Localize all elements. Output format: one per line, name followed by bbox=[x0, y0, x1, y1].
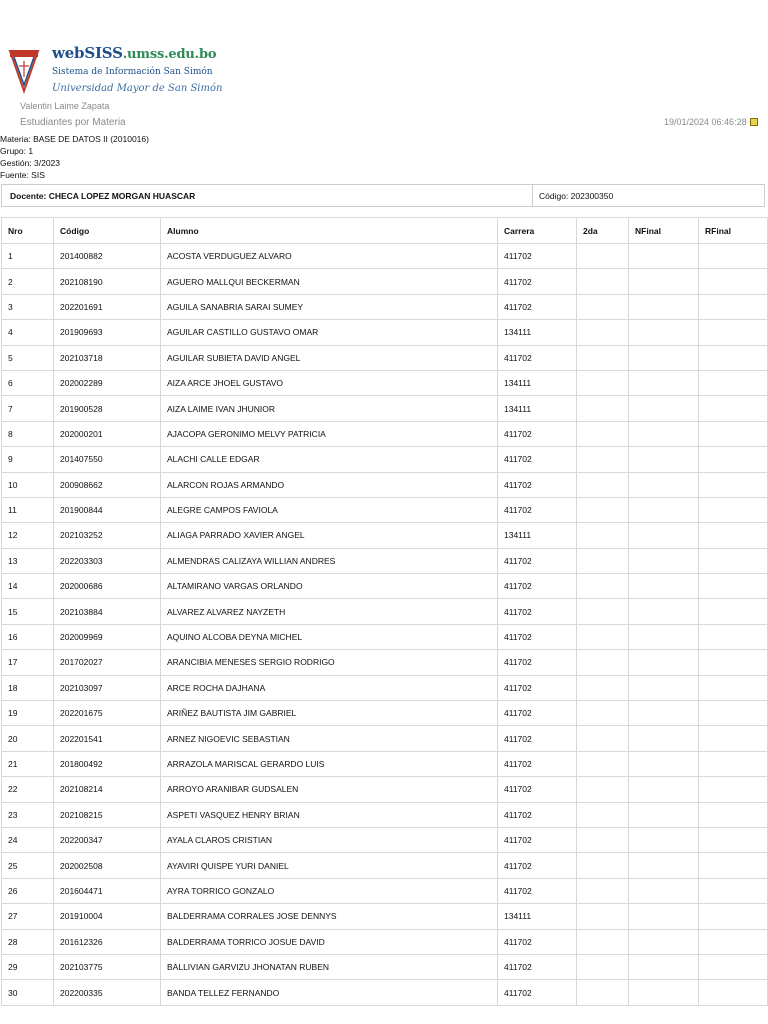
table-row bbox=[2, 878, 768, 903]
cell-carrera: 411702 bbox=[498, 294, 577, 319]
cell-alumno: ACOSTA VERDUGUEZ ALVARO bbox=[161, 244, 498, 269]
table-row bbox=[2, 345, 768, 370]
teacher-name: Docente: CHECA LOPEZ MORGAN HUASCAR bbox=[2, 185, 533, 206]
table-row bbox=[2, 447, 768, 472]
cell-alumno: AGUILA SANABRIA SARAI SUMEY bbox=[161, 294, 498, 319]
cell-rfinal bbox=[699, 396, 768, 421]
table-row bbox=[2, 396, 768, 421]
cell-codigo: 202103775 bbox=[54, 954, 161, 979]
cell-alumno: ARANCIBIA MENESES SERGIO RODRIGO bbox=[161, 650, 498, 675]
cell-carrera: 411702 bbox=[498, 447, 577, 472]
cell-rfinal bbox=[699, 878, 768, 903]
cell-rfinal bbox=[699, 954, 768, 979]
cell-codigo: 201900844 bbox=[54, 497, 161, 522]
cell-segunda bbox=[577, 650, 629, 675]
cell-segunda bbox=[577, 599, 629, 624]
table-row bbox=[2, 954, 768, 979]
cell-carrera: 411702 bbox=[498, 269, 577, 294]
cell-carrera: 411702 bbox=[498, 624, 577, 649]
cell-nfinal bbox=[629, 294, 699, 319]
cell-alumno: ARIÑEZ BAUTISTA JIM GABRIEL bbox=[161, 701, 498, 726]
table-row bbox=[2, 421, 768, 446]
cell-alumno: AIZA LAIME IVAN JHUNIOR bbox=[161, 396, 498, 421]
cell-rfinal bbox=[699, 701, 768, 726]
cell-nfinal bbox=[629, 421, 699, 446]
cell-nro: 22 bbox=[2, 777, 54, 802]
table-row bbox=[2, 574, 768, 599]
cell-alumno: ALACHI CALLE EDGAR bbox=[161, 447, 498, 472]
table-row bbox=[2, 751, 768, 776]
teacher-code: Código: 202300350 bbox=[539, 191, 614, 201]
cell-codigo: 202201675 bbox=[54, 701, 161, 726]
cell-nro: 1 bbox=[2, 244, 54, 269]
cell-codigo: 202108215 bbox=[54, 802, 161, 827]
cell-rfinal bbox=[699, 624, 768, 649]
cell-carrera: 411702 bbox=[498, 726, 577, 751]
cell-segunda bbox=[577, 497, 629, 522]
cell-segunda bbox=[577, 370, 629, 395]
user-name: Valentin Laime Zapata bbox=[20, 101, 110, 111]
table-row bbox=[2, 294, 768, 319]
cell-rfinal bbox=[699, 650, 768, 675]
cell-carrera: 134111 bbox=[498, 523, 577, 548]
cell-alumno: AGUERO MALLQUI BECKERMAN bbox=[161, 269, 498, 294]
cell-segunda bbox=[577, 802, 629, 827]
cell-carrera: 134111 bbox=[498, 320, 577, 345]
cell-alumno: ARCE ROCHA DAJHANA bbox=[161, 675, 498, 700]
students-table bbox=[1, 217, 768, 1006]
subject-meta bbox=[0, 133, 149, 181]
meta-materia: Materia: BASE DE DATOS II (2010016) bbox=[0, 134, 149, 144]
cell-nfinal bbox=[629, 878, 699, 903]
column-header-rfinal: RFinal bbox=[699, 218, 768, 244]
cell-alumno: ARNEZ NIGOEVIC SEBASTIAN bbox=[161, 726, 498, 751]
column-header-nfinal: NFinal bbox=[629, 218, 699, 244]
cell-codigo: 202103884 bbox=[54, 599, 161, 624]
report-title: Estudiantes por Materia bbox=[20, 117, 126, 128]
cell-nro: 10 bbox=[2, 472, 54, 497]
cell-alumno: AYAVIRI QUISPE YURI DANIEL bbox=[161, 853, 498, 878]
cell-alumno: AJACOPA GERONIMO MELVY PATRICIA bbox=[161, 421, 498, 446]
table-row bbox=[2, 624, 768, 649]
cell-nfinal bbox=[629, 472, 699, 497]
cell-nfinal bbox=[629, 244, 699, 269]
cell-codigo: 202002508 bbox=[54, 853, 161, 878]
cell-segunda bbox=[577, 396, 629, 421]
brand-university: Universidad Mayor de San Simón bbox=[52, 83, 223, 94]
table-row bbox=[2, 904, 768, 929]
column-header-carrera: Carrera bbox=[498, 218, 577, 244]
cell-carrera: 134111 bbox=[498, 370, 577, 395]
cell-carrera: 134111 bbox=[498, 396, 577, 421]
cell-nfinal bbox=[629, 447, 699, 472]
cell-carrera: 411702 bbox=[498, 954, 577, 979]
cell-rfinal bbox=[699, 675, 768, 700]
table-row bbox=[2, 320, 768, 345]
table-row bbox=[2, 650, 768, 675]
cell-segunda bbox=[577, 548, 629, 573]
cell-rfinal bbox=[699, 929, 768, 954]
cell-alumno: ARROYO ARANIBAR GUDSALEN bbox=[161, 777, 498, 802]
cell-nro: 3 bbox=[2, 294, 54, 319]
cell-nro: 30 bbox=[2, 980, 54, 1005]
cell-segunda bbox=[577, 624, 629, 649]
table-row bbox=[2, 980, 768, 1005]
cell-nro: 5 bbox=[2, 345, 54, 370]
cell-codigo: 202103097 bbox=[54, 675, 161, 700]
cell-carrera: 411702 bbox=[498, 421, 577, 446]
page-header bbox=[0, 0, 768, 135]
cell-segunda bbox=[577, 294, 629, 319]
cell-nfinal bbox=[629, 269, 699, 294]
cell-nfinal bbox=[629, 904, 699, 929]
cell-rfinal bbox=[699, 320, 768, 345]
cell-nfinal bbox=[629, 777, 699, 802]
cell-alumno: BALDERRAMA CORRALES JOSE DENNYS bbox=[161, 904, 498, 929]
cell-rfinal bbox=[699, 447, 768, 472]
cell-rfinal bbox=[699, 345, 768, 370]
cell-rfinal bbox=[699, 574, 768, 599]
cell-nro: 4 bbox=[2, 320, 54, 345]
cell-carrera: 411702 bbox=[498, 599, 577, 624]
cell-nfinal bbox=[629, 497, 699, 522]
cell-nro: 27 bbox=[2, 904, 54, 929]
table-row bbox=[2, 548, 768, 573]
table-row bbox=[2, 802, 768, 827]
cell-codigo: 201400882 bbox=[54, 244, 161, 269]
cell-nro: 26 bbox=[2, 878, 54, 903]
cell-rfinal bbox=[699, 827, 768, 852]
cell-carrera: 411702 bbox=[498, 878, 577, 903]
cell-nro: 2 bbox=[2, 269, 54, 294]
cell-nfinal bbox=[629, 751, 699, 776]
cell-nfinal bbox=[629, 370, 699, 395]
table-row bbox=[2, 269, 768, 294]
cell-codigo: 202103252 bbox=[54, 523, 161, 548]
cell-segunda bbox=[577, 878, 629, 903]
cell-nro: 17 bbox=[2, 650, 54, 675]
cell-alumno: AQUINO ALCOBA DEYNA MICHEL bbox=[161, 624, 498, 649]
teacher-box bbox=[1, 184, 765, 207]
cell-nfinal bbox=[629, 726, 699, 751]
cell-alumno: AGUILAR SUBIETA DAVID ANGEL bbox=[161, 345, 498, 370]
brand-block bbox=[52, 44, 222, 94]
cell-codigo: 201604471 bbox=[54, 878, 161, 903]
cell-carrera: 411702 bbox=[498, 980, 577, 1005]
cell-segunda bbox=[577, 269, 629, 294]
cell-carrera: 411702 bbox=[498, 701, 577, 726]
cell-codigo: 202200347 bbox=[54, 827, 161, 852]
cell-nfinal bbox=[629, 954, 699, 979]
cell-alumno: ALTAMIRANO VARGAS ORLANDO bbox=[161, 574, 498, 599]
cell-alumno: ALVAREZ ALVAREZ NAYZETH bbox=[161, 599, 498, 624]
cell-segunda bbox=[577, 701, 629, 726]
cell-nfinal bbox=[629, 548, 699, 573]
table-body bbox=[2, 244, 768, 1006]
cell-nro: 23 bbox=[2, 802, 54, 827]
cell-codigo: 202002289 bbox=[54, 370, 161, 395]
cell-nro: 18 bbox=[2, 675, 54, 700]
table-row bbox=[2, 726, 768, 751]
cell-alumno: ASPETI VASQUEZ HENRY BRIAN bbox=[161, 802, 498, 827]
cell-codigo: 201612326 bbox=[54, 929, 161, 954]
cell-alumno: ARRAZOLA MARISCAL GERARDO LUIS bbox=[161, 751, 498, 776]
cell-alumno: BANDA TELLEZ FERNANDO bbox=[161, 980, 498, 1005]
cell-alumno: ALMENDRAS CALIZAYA WILLIAN ANDRES bbox=[161, 548, 498, 573]
cell-codigo: 202000686 bbox=[54, 574, 161, 599]
cell-carrera: 411702 bbox=[498, 548, 577, 573]
cell-nro: 28 bbox=[2, 929, 54, 954]
cell-segunda bbox=[577, 904, 629, 929]
table-row bbox=[2, 523, 768, 548]
cell-codigo: 201702027 bbox=[54, 650, 161, 675]
cell-nro: 29 bbox=[2, 954, 54, 979]
cell-nfinal bbox=[629, 675, 699, 700]
cell-segunda bbox=[577, 827, 629, 852]
cell-rfinal bbox=[699, 472, 768, 497]
cell-segunda bbox=[577, 777, 629, 802]
cell-segunda bbox=[577, 523, 629, 548]
cell-rfinal bbox=[699, 726, 768, 751]
cell-nfinal bbox=[629, 396, 699, 421]
cell-rfinal bbox=[699, 497, 768, 522]
cell-rfinal bbox=[699, 294, 768, 319]
cell-segunda bbox=[577, 574, 629, 599]
cell-nfinal bbox=[629, 320, 699, 345]
cell-segunda bbox=[577, 954, 629, 979]
cell-nro: 6 bbox=[2, 370, 54, 395]
cell-segunda bbox=[577, 320, 629, 345]
cell-rfinal bbox=[699, 853, 768, 878]
cell-codigo: 202000201 bbox=[54, 421, 161, 446]
cell-nro: 19 bbox=[2, 701, 54, 726]
cell-nro: 8 bbox=[2, 421, 54, 446]
cell-alumno: BALDERRAMA TORRICO JOSUE DAVID bbox=[161, 929, 498, 954]
cell-rfinal bbox=[699, 904, 768, 929]
cell-segunda bbox=[577, 675, 629, 700]
cell-segunda bbox=[577, 980, 629, 1005]
cell-codigo: 202201691 bbox=[54, 294, 161, 319]
cell-nfinal bbox=[629, 980, 699, 1005]
cell-nfinal bbox=[629, 599, 699, 624]
brand-domain: .umss.edu.bo bbox=[122, 47, 217, 62]
cell-codigo: 201900528 bbox=[54, 396, 161, 421]
cell-nfinal bbox=[629, 650, 699, 675]
cell-carrera: 411702 bbox=[498, 497, 577, 522]
cell-alumno: AYRA TORRICO GONZALO bbox=[161, 878, 498, 903]
cell-nfinal bbox=[629, 574, 699, 599]
cell-nfinal bbox=[629, 624, 699, 649]
cell-rfinal bbox=[699, 802, 768, 827]
table-row bbox=[2, 929, 768, 954]
cell-alumno: AYALA CLAROS CRISTIAN bbox=[161, 827, 498, 852]
cell-nfinal bbox=[629, 827, 699, 852]
cell-nfinal bbox=[629, 701, 699, 726]
cell-nfinal bbox=[629, 929, 699, 954]
cell-carrera: 411702 bbox=[498, 751, 577, 776]
cell-nfinal bbox=[629, 345, 699, 370]
cell-nro: 13 bbox=[2, 548, 54, 573]
column-header-nro: Nro bbox=[2, 218, 54, 244]
cell-codigo: 202108214 bbox=[54, 777, 161, 802]
cell-codigo: 202103718 bbox=[54, 345, 161, 370]
cell-segunda bbox=[577, 421, 629, 446]
cell-carrera: 411702 bbox=[498, 244, 577, 269]
cell-codigo: 200908662 bbox=[54, 472, 161, 497]
column-header-alumno: Alumno bbox=[161, 218, 498, 244]
cell-segunda bbox=[577, 751, 629, 776]
cell-alumno: ALEGRE CAMPOS FAVIOLA bbox=[161, 497, 498, 522]
cell-nro: 15 bbox=[2, 599, 54, 624]
table-row bbox=[2, 777, 768, 802]
table-row bbox=[2, 853, 768, 878]
cell-nro: 21 bbox=[2, 751, 54, 776]
cell-codigo: 202009969 bbox=[54, 624, 161, 649]
column-header-codigo: Código bbox=[54, 218, 161, 244]
cell-segunda bbox=[577, 447, 629, 472]
cell-nro: 11 bbox=[2, 497, 54, 522]
cell-nfinal bbox=[629, 802, 699, 827]
cell-carrera: 134111 bbox=[498, 904, 577, 929]
table-row bbox=[2, 244, 768, 269]
datetime-text: 19/01/2024 06:46:28 bbox=[664, 117, 747, 127]
cell-carrera: 411702 bbox=[498, 650, 577, 675]
cell-segunda bbox=[577, 726, 629, 751]
table-row bbox=[2, 472, 768, 497]
cell-carrera: 411702 bbox=[498, 472, 577, 497]
cell-rfinal bbox=[699, 370, 768, 395]
cell-rfinal bbox=[699, 548, 768, 573]
cell-segunda bbox=[577, 853, 629, 878]
cell-alumno: ALARCON ROJAS ARMANDO bbox=[161, 472, 498, 497]
table-row bbox=[2, 701, 768, 726]
brand-subtitle: Sistema de Información San Simón bbox=[52, 67, 213, 77]
cell-nro: 7 bbox=[2, 396, 54, 421]
cell-codigo: 202203303 bbox=[54, 548, 161, 573]
cell-carrera: 411702 bbox=[498, 574, 577, 599]
meta-fuente: Fuente: SIS bbox=[0, 170, 45, 180]
report-datetime bbox=[664, 117, 758, 127]
cell-codigo: 202200335 bbox=[54, 980, 161, 1005]
table-header-row bbox=[2, 218, 768, 244]
table-row bbox=[2, 497, 768, 522]
cell-codigo: 202108190 bbox=[54, 269, 161, 294]
cell-codigo: 201407550 bbox=[54, 447, 161, 472]
meta-gestion: Gestión: 3/2023 bbox=[0, 158, 61, 168]
cell-rfinal bbox=[699, 751, 768, 776]
cell-nfinal bbox=[629, 523, 699, 548]
table-row bbox=[2, 827, 768, 852]
cell-nro: 20 bbox=[2, 726, 54, 751]
cell-segunda bbox=[577, 929, 629, 954]
cell-alumno: BALLIVIAN GARVIZU JHONATAN RUBEN bbox=[161, 954, 498, 979]
cell-rfinal bbox=[699, 777, 768, 802]
cell-carrera: 411702 bbox=[498, 853, 577, 878]
cell-codigo: 202201541 bbox=[54, 726, 161, 751]
cell-segunda bbox=[577, 244, 629, 269]
cell-nro: 12 bbox=[2, 523, 54, 548]
cell-rfinal bbox=[699, 421, 768, 446]
cell-nro: 25 bbox=[2, 853, 54, 878]
table-row bbox=[2, 370, 768, 395]
cell-rfinal bbox=[699, 244, 768, 269]
cell-alumno: ALIAGA PARRADO XAVIER ANGEL bbox=[161, 523, 498, 548]
cell-alumno: AIZA ARCE JHOEL GUSTAVO bbox=[161, 370, 498, 395]
cell-carrera: 411702 bbox=[498, 777, 577, 802]
cell-rfinal bbox=[699, 523, 768, 548]
cell-carrera: 411702 bbox=[498, 802, 577, 827]
cell-nro: 16 bbox=[2, 624, 54, 649]
cell-codigo: 201909693 bbox=[54, 320, 161, 345]
brand-title: webSISS.umss.edu.bo bbox=[52, 44, 217, 62]
table-row bbox=[2, 675, 768, 700]
cell-alumno: AGUILAR CASTILLO GUSTAVO OMAR bbox=[161, 320, 498, 345]
cell-carrera: 411702 bbox=[498, 345, 577, 370]
column-header-segunda: 2da bbox=[577, 218, 629, 244]
cell-nro: 9 bbox=[2, 447, 54, 472]
cell-rfinal bbox=[699, 599, 768, 624]
meta-grupo: Grupo: 1 bbox=[0, 146, 34, 156]
cell-nro: 14 bbox=[2, 574, 54, 599]
cell-rfinal bbox=[699, 269, 768, 294]
cell-carrera: 411702 bbox=[498, 675, 577, 700]
cell-carrera: 411702 bbox=[498, 827, 577, 852]
cell-nro: 24 bbox=[2, 827, 54, 852]
cell-nfinal bbox=[629, 853, 699, 878]
cell-codigo: 201910004 bbox=[54, 904, 161, 929]
cell-carrera: 411702 bbox=[498, 929, 577, 954]
umss-shield-icon bbox=[8, 47, 40, 95]
cell-segunda bbox=[577, 472, 629, 497]
cell-segunda bbox=[577, 345, 629, 370]
cell-rfinal bbox=[699, 980, 768, 1005]
print-icon[interactable] bbox=[750, 118, 758, 126]
cell-codigo: 201800492 bbox=[54, 751, 161, 776]
table-row bbox=[2, 599, 768, 624]
